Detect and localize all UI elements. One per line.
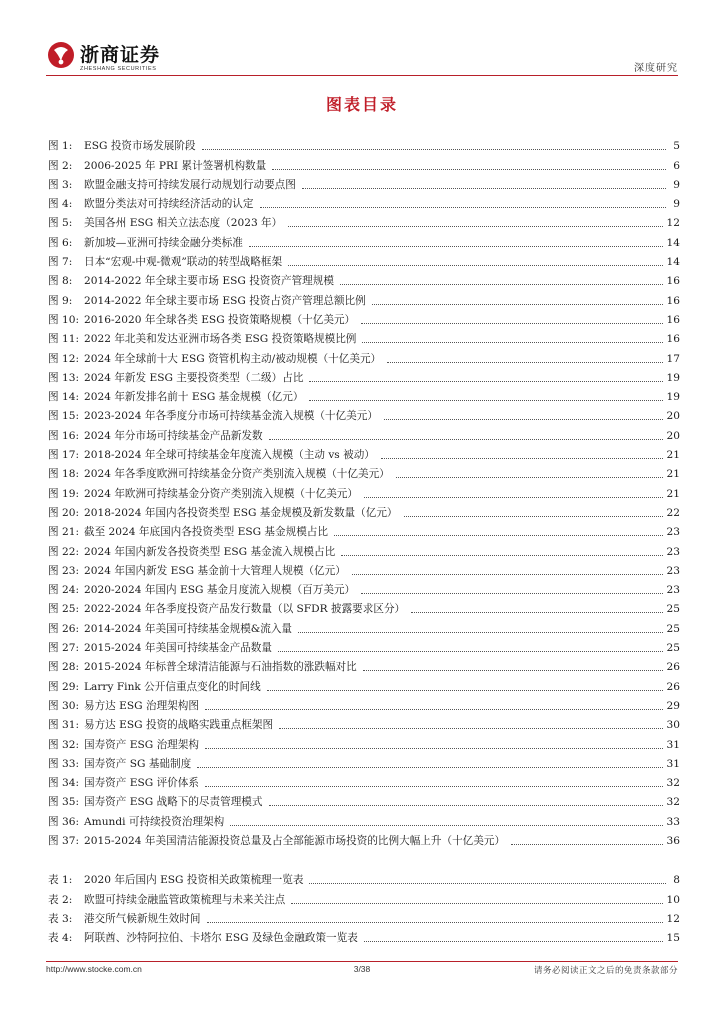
- figure-entry-label: 图 27:: [48, 642, 80, 655]
- figure-entry-leader-dots: [340, 284, 663, 285]
- figure-entry-leader-dots: [387, 362, 662, 363]
- table-entry[interactable]: [48, 907, 680, 926]
- report-type-label: 深度研究: [634, 63, 678, 74]
- figure-entry-page-number: 16: [666, 313, 680, 326]
- figure-entry-label: 图 7:: [48, 256, 73, 269]
- figure-entry-label: 图 13:: [48, 371, 80, 384]
- figure-entry-page-number: 20: [666, 429, 680, 442]
- figure-entry[interactable]: [48, 173, 680, 192]
- figure-entry-label: 图 22:: [48, 545, 80, 558]
- figure-entry-page-number: 23: [666, 564, 680, 577]
- figure-entry-leader-dots: [411, 612, 662, 613]
- figure-entry-page-number: 23: [666, 545, 680, 558]
- figure-entry[interactable]: [48, 790, 680, 809]
- figure-entry-label: 图 9:: [48, 294, 73, 307]
- figure-entry-leader-dots: [288, 226, 662, 227]
- figure-entry-leader-dots: [362, 342, 662, 343]
- figure-entry-page-number: 30: [666, 719, 680, 732]
- figure-entry-leader-dots: [309, 400, 662, 401]
- figure-entry[interactable]: [48, 752, 680, 771]
- figure-entry-page-number: 32: [666, 796, 680, 809]
- figure-entry-leader-dots: [363, 670, 663, 671]
- figure-entry-label: 图 28:: [48, 661, 80, 674]
- figure-entry-page-number: 17: [666, 352, 680, 365]
- figure-entry-page-number: 25: [666, 642, 680, 655]
- figure-entry[interactable]: [48, 674, 680, 693]
- figure-entry-label: 图 30:: [48, 699, 80, 712]
- figure-entry-title: 国寿资产 ESG 战略下的尽责管理模式: [84, 796, 263, 809]
- figure-list: [48, 134, 680, 848]
- footer-divider: [46, 961, 678, 962]
- figure-entry-title: 截至 2024 年底国内各投资类型 ESG 基金规模占比: [84, 526, 328, 539]
- figure-entry-label: 图 33:: [48, 757, 80, 770]
- figure-entry-title: 新加坡—亚洲可持续金融分类标准: [84, 236, 243, 249]
- figure-entry-page-number: 20: [666, 410, 680, 423]
- footer-website-link[interactable]: http://www.stocke.com.cn: [46, 964, 142, 974]
- figure-entry-label: 图 26:: [48, 622, 80, 635]
- figure-entry-leader-dots: [205, 786, 663, 787]
- figure-entry-page-number: 26: [666, 661, 680, 674]
- figure-entry-label: 图 11:: [48, 333, 80, 346]
- figure-entry-label: 图 15:: [48, 410, 80, 423]
- figure-entry-title: 2024 年全球前十大 ESG 资管机构主动/被动规模（十亿美元）: [84, 352, 382, 365]
- figure-entry-label: 图 19:: [48, 487, 80, 500]
- figure-entry-page-number: 21: [666, 449, 680, 462]
- table-entry-label: 表 2:: [48, 893, 73, 906]
- figure-entry[interactable]: [48, 501, 680, 520]
- figure-entry-label: 图 35:: [48, 796, 80, 809]
- table-entry-leader-dots: [309, 883, 666, 884]
- figure-entry[interactable]: [48, 732, 680, 751]
- figure-entry-title: 2016-2020 年全球各类 ESG 投资策略规模（十亿美元）: [84, 313, 356, 326]
- table-entry-title: 2020 年后国内 ESG 投资相关政策梳理一览表: [84, 874, 304, 887]
- figure-entry-title: 2006-2025 年 PRI 累计签署机构数量: [84, 159, 267, 172]
- figure-entry[interactable]: [48, 520, 680, 539]
- figure-entry-page-number: 9: [673, 178, 680, 191]
- figure-entry-page-number: 25: [666, 603, 680, 616]
- logo-mark-icon: [46, 40, 76, 70]
- figure-entry-title: 2015-2024 年标普全球清洁能源与石油指数的涨跌幅对比: [84, 661, 357, 674]
- figure-entry-page-number: 6: [673, 159, 680, 172]
- figure-entry-label: 图 8:: [48, 275, 73, 288]
- figure-entry-page-number: 14: [666, 236, 680, 249]
- figure-entry[interactable]: [48, 404, 680, 423]
- figure-entry-title: 国寿资产 SG 基础制度: [84, 757, 192, 770]
- figure-entry-title: 2022 年北美和发达亚洲市场各类 ESG 投资策略规模比例: [84, 333, 357, 346]
- figure-entry[interactable]: [48, 829, 680, 848]
- figure-entry-leader-dots: [272, 169, 666, 170]
- figure-entry[interactable]: [48, 559, 680, 578]
- figure-entry-page-number: 25: [666, 622, 680, 635]
- figure-entry-title: Amundi 可持续投资治理架构: [84, 815, 225, 828]
- figure-entry-label: 图 12:: [48, 352, 80, 365]
- table-entry[interactable]: [48, 926, 680, 945]
- figure-entry-leader-dots: [341, 555, 662, 556]
- figure-entry-leader-dots: [279, 728, 662, 729]
- figure-entry[interactable]: [48, 308, 680, 327]
- figure-entry-leader-dots: [249, 246, 663, 247]
- figure-entry-label: 图 32:: [48, 738, 80, 751]
- figure-entry-label: 图 6:: [48, 236, 73, 249]
- figure-entry[interactable]: [48, 346, 680, 365]
- figure-entry-label: 图 17:: [48, 449, 80, 462]
- figure-entry[interactable]: [48, 771, 680, 790]
- figure-entry-page-number: 19: [666, 371, 680, 384]
- figure-entry[interactable]: [48, 597, 680, 616]
- figure-entry[interactable]: [48, 269, 680, 288]
- figure-entry-title: 2014-2024 年美国可持续基金规模&流入量: [84, 622, 293, 635]
- logo-text-en: ZHESHANG SECURITIES: [80, 66, 157, 72]
- header-divider: [46, 75, 678, 76]
- footer-disclaimer-note: 请务必阅读正文之后的免责条款部分: [533, 966, 678, 976]
- figure-entry-page-number: 21: [666, 487, 680, 500]
- figure-entry-title: 2015-2024 年美国清洁能源投资总量及占全部能源市场投资的比例大幅上升（十亿美元）: [84, 834, 506, 847]
- figure-entry-page-number: 16: [666, 275, 680, 288]
- figure-entry[interactable]: [48, 578, 680, 597]
- table-entry-leader-dots: [207, 922, 663, 923]
- figure-entry-title: Larry Fink 公开信重点变化的时间线: [84, 680, 261, 693]
- figure-entry-label: 图 23:: [48, 564, 80, 577]
- figure-entry[interactable]: [48, 423, 680, 442]
- table-entry[interactable]: [48, 887, 680, 906]
- figure-entry[interactable]: [48, 616, 680, 635]
- figure-entry-title: 2018-2024 年全球可持续基金年度流入规模（主动 vs 被动）: [84, 449, 375, 462]
- figure-entry-title: 2014-2022 年全球主要市场 ESG 投资资产管理规模: [84, 275, 334, 288]
- figure-entry[interactable]: [48, 192, 680, 211]
- footer-page-number: 3/38: [353, 964, 371, 974]
- figure-entry-leader-dots: [396, 477, 663, 478]
- figure-entry-label: 图 24:: [48, 584, 80, 597]
- figure-entry-title: 2024 年国内新发各投资类型 ESG 基金流入规模占比: [84, 545, 336, 558]
- table-entry-page-number: 15: [666, 932, 680, 945]
- figure-entry-label: 图 4:: [48, 198, 73, 211]
- figure-entry-title: 日本“宏观-中观-微观”联动的转型战略框架: [84, 256, 283, 269]
- figure-entry-title: 2014-2022 年全球主要市场 ESG 投资占资产管理总额比例: [84, 294, 366, 307]
- figure-entry-title: 2015-2024 年美国可持续基金产品数量: [84, 642, 272, 655]
- figure-entry-title: 2024 年各季度欧洲可持续基金分资产类别流入规模（十亿美元）: [84, 468, 390, 481]
- figure-entry[interactable]: [48, 366, 680, 385]
- figure-entry[interactable]: [48, 443, 680, 462]
- figure-entry-leader-dots: [298, 632, 663, 633]
- table-entry-title: 港交所气候新规生效时间: [84, 912, 201, 925]
- table-entry-label: 表 4:: [48, 932, 73, 945]
- figure-entry-label: 图 18:: [48, 468, 80, 481]
- figure-entry[interactable]: [48, 230, 680, 249]
- figure-entry-leader-dots: [361, 593, 662, 594]
- figure-entry-leader-dots: [260, 207, 667, 208]
- figure-entry-label: 图 31:: [48, 719, 80, 732]
- figure-entry-label: 图 20:: [48, 506, 80, 519]
- table-entry-label: 表 3:: [48, 912, 73, 925]
- figure-entry[interactable]: [48, 134, 680, 153]
- figure-entry-label: 图 37:: [48, 834, 80, 847]
- figure-entry[interactable]: [48, 462, 680, 481]
- figure-entry-leader-dots: [511, 844, 662, 845]
- figure-entry-title: 2024 年国内新发 ESG 基金前十大管理人规模（亿元）: [84, 564, 346, 577]
- figure-entry-page-number: 23: [666, 526, 680, 539]
- figure-entry-leader-dots: [302, 188, 666, 189]
- table-list: [48, 868, 680, 945]
- figure-entry-label: 图 14:: [48, 391, 80, 404]
- table-entry[interactable]: [48, 868, 680, 887]
- figure-entry-page-number: 26: [666, 680, 680, 693]
- figure-entry-label: 图 29:: [48, 680, 80, 693]
- figure-entry[interactable]: [48, 539, 680, 558]
- figure-entry-leader-dots: [352, 574, 663, 575]
- figure-entry-leader-dots: [205, 709, 663, 710]
- figure-entry-label: 图 16:: [48, 429, 80, 442]
- figure-entry-title: 2024 年新发 ESG 主要投资类型（二级）占比: [84, 371, 304, 384]
- figure-entry-leader-dots: [364, 497, 663, 498]
- figure-entry-title: 2020-2024 年国内 ESG 基金月度流入规模（百万美元）: [84, 584, 356, 597]
- figure-entry-label: 图 25:: [48, 603, 80, 616]
- figure-entry-page-number: 21: [666, 468, 680, 481]
- page-title: 图表目录: [325, 95, 398, 114]
- figure-entry-page-number: 29: [666, 699, 680, 712]
- figure-entry-leader-dots: [269, 439, 663, 440]
- figure-entry-label: 图 1:: [48, 140, 73, 153]
- figure-entry-page-number: 23: [666, 584, 680, 597]
- figure-entry-title: 易方达 ESG 投资的战略实践重点框架图: [84, 719, 274, 732]
- figure-entry[interactable]: [48, 385, 680, 404]
- figure-entry-leader-dots: [404, 516, 663, 517]
- figure-entry-leader-dots: [372, 304, 663, 305]
- figure-entry-leader-dots: [381, 458, 663, 459]
- figure-entry-page-number: 19: [666, 391, 680, 404]
- table-entry-page-number: 12: [666, 912, 680, 925]
- figure-entry-title: 2023-2024 年各季度分市场可持续基金流入规模（十亿美元）: [84, 410, 378, 423]
- figure-entry-leader-dots: [361, 323, 662, 324]
- figure-entry-leader-dots: [334, 535, 663, 536]
- figure-entry-title: 国寿资产 ESG 治理架构: [84, 738, 199, 751]
- figure-entry[interactable]: [48, 655, 680, 674]
- figure-entry-page-number: 14: [666, 256, 680, 269]
- figure-entry-page-number: 33: [666, 815, 680, 828]
- company-logo: [46, 40, 166, 80]
- figure-entry-page-number: 5: [673, 140, 680, 153]
- figure-entry-title: 2024 年分市场可持续基金产品新发数: [84, 429, 263, 442]
- figure-entry-label: 图 2:: [48, 159, 73, 172]
- figure-entry-leader-dots: [309, 381, 662, 382]
- figure-entry-leader-dots: [288, 265, 662, 266]
- figure-entry[interactable]: [48, 327, 680, 346]
- logo-text-cn: 浙商证券: [80, 44, 161, 66]
- figure-entry-title: 国寿资产 ESG 评价体系: [84, 777, 199, 790]
- figure-entry[interactable]: [48, 288, 680, 307]
- figure-entry-page-number: 22: [666, 506, 680, 519]
- figure-entry-title: 2022-2024 年各季度投资产品发行数量（以 SFDR 披露要求区分）: [84, 603, 406, 616]
- table-entry-label: 表 1:: [48, 874, 73, 887]
- figure-entry-label: 图 21:: [48, 526, 80, 539]
- table-entry-leader-dots: [291, 903, 662, 904]
- figure-entry-title: 美国各州 ESG 相关立法态度（2023 年）: [84, 217, 283, 230]
- figure-entry-title: 2024 年欧洲可持续基金分资产类别流入规模（十亿美元）: [84, 487, 358, 500]
- figure-entry-title: 欧盟金融支持可持续发展行动规划行动要点图: [84, 178, 296, 191]
- page-header: [0, 0, 724, 80]
- figure-entry-leader-dots: [230, 825, 662, 826]
- figure-entry-title: 易方达 ESG 治理架构图: [84, 699, 199, 712]
- figure-entry[interactable]: [48, 481, 680, 500]
- figure-entry-title: 2024 年新发排名前十 ESG 基金规模（亿元）: [84, 391, 304, 404]
- figure-entry-page-number: 12: [666, 217, 680, 230]
- figure-entry-page-number: 32: [666, 777, 680, 790]
- figure-entry-leader-dots: [278, 651, 663, 652]
- figure-entry-leader-dots: [197, 767, 662, 768]
- figure-entry-label: 图 5:: [48, 217, 73, 230]
- figure-entry-page-number: 16: [666, 294, 680, 307]
- figure-entry-leader-dots: [205, 748, 663, 749]
- figure-entry[interactable]: [48, 153, 680, 172]
- figure-entry-leader-dots: [202, 149, 666, 150]
- figure-entry[interactable]: [48, 636, 680, 655]
- figure-entry-page-number: 9: [673, 198, 680, 211]
- figure-entry-label: 图 36:: [48, 815, 80, 828]
- table-entry-page-number: 8: [673, 874, 680, 887]
- figure-entry-title: 欧盟分类法对可持续经济活动的认定: [84, 198, 254, 211]
- figure-entry[interactable]: [48, 809, 680, 828]
- figure-entry-page-number: 31: [666, 738, 680, 751]
- figure-entry[interactable]: [48, 713, 680, 732]
- table-entry-title: 欧盟可持续金融监管政策梳理与未来关注点: [84, 893, 286, 906]
- table-entry-title: 阿联酋、沙特阿拉伯、卡塔尔 ESG 及绿色金融政策一览表: [84, 932, 358, 945]
- figure-entry[interactable]: [48, 211, 680, 230]
- figure-entry[interactable]: [48, 250, 680, 269]
- figure-entry-title: ESG 投资市场发展阶段: [84, 140, 196, 153]
- figure-entry-page-number: 16: [666, 333, 680, 346]
- figure-entry-leader-dots: [267, 690, 663, 691]
- table-entry-leader-dots: [364, 941, 663, 942]
- figure-entry-leader-dots: [384, 419, 663, 420]
- figure-entry-page-number: 36: [666, 834, 680, 847]
- figure-entry-label: 图 34:: [48, 777, 80, 790]
- table-entry-page-number: 10: [666, 893, 680, 906]
- figure-entry-label: 图 10:: [48, 313, 80, 326]
- figure-entry-label: 图 3:: [48, 178, 73, 191]
- figure-entry[interactable]: [48, 694, 680, 713]
- figure-entry-leader-dots: [269, 805, 663, 806]
- figure-entry-title: 2018-2024 年国内各投资类型 ESG 基金规模及新发数量（亿元）: [84, 506, 398, 519]
- figure-entry-page-number: 31: [666, 757, 680, 770]
